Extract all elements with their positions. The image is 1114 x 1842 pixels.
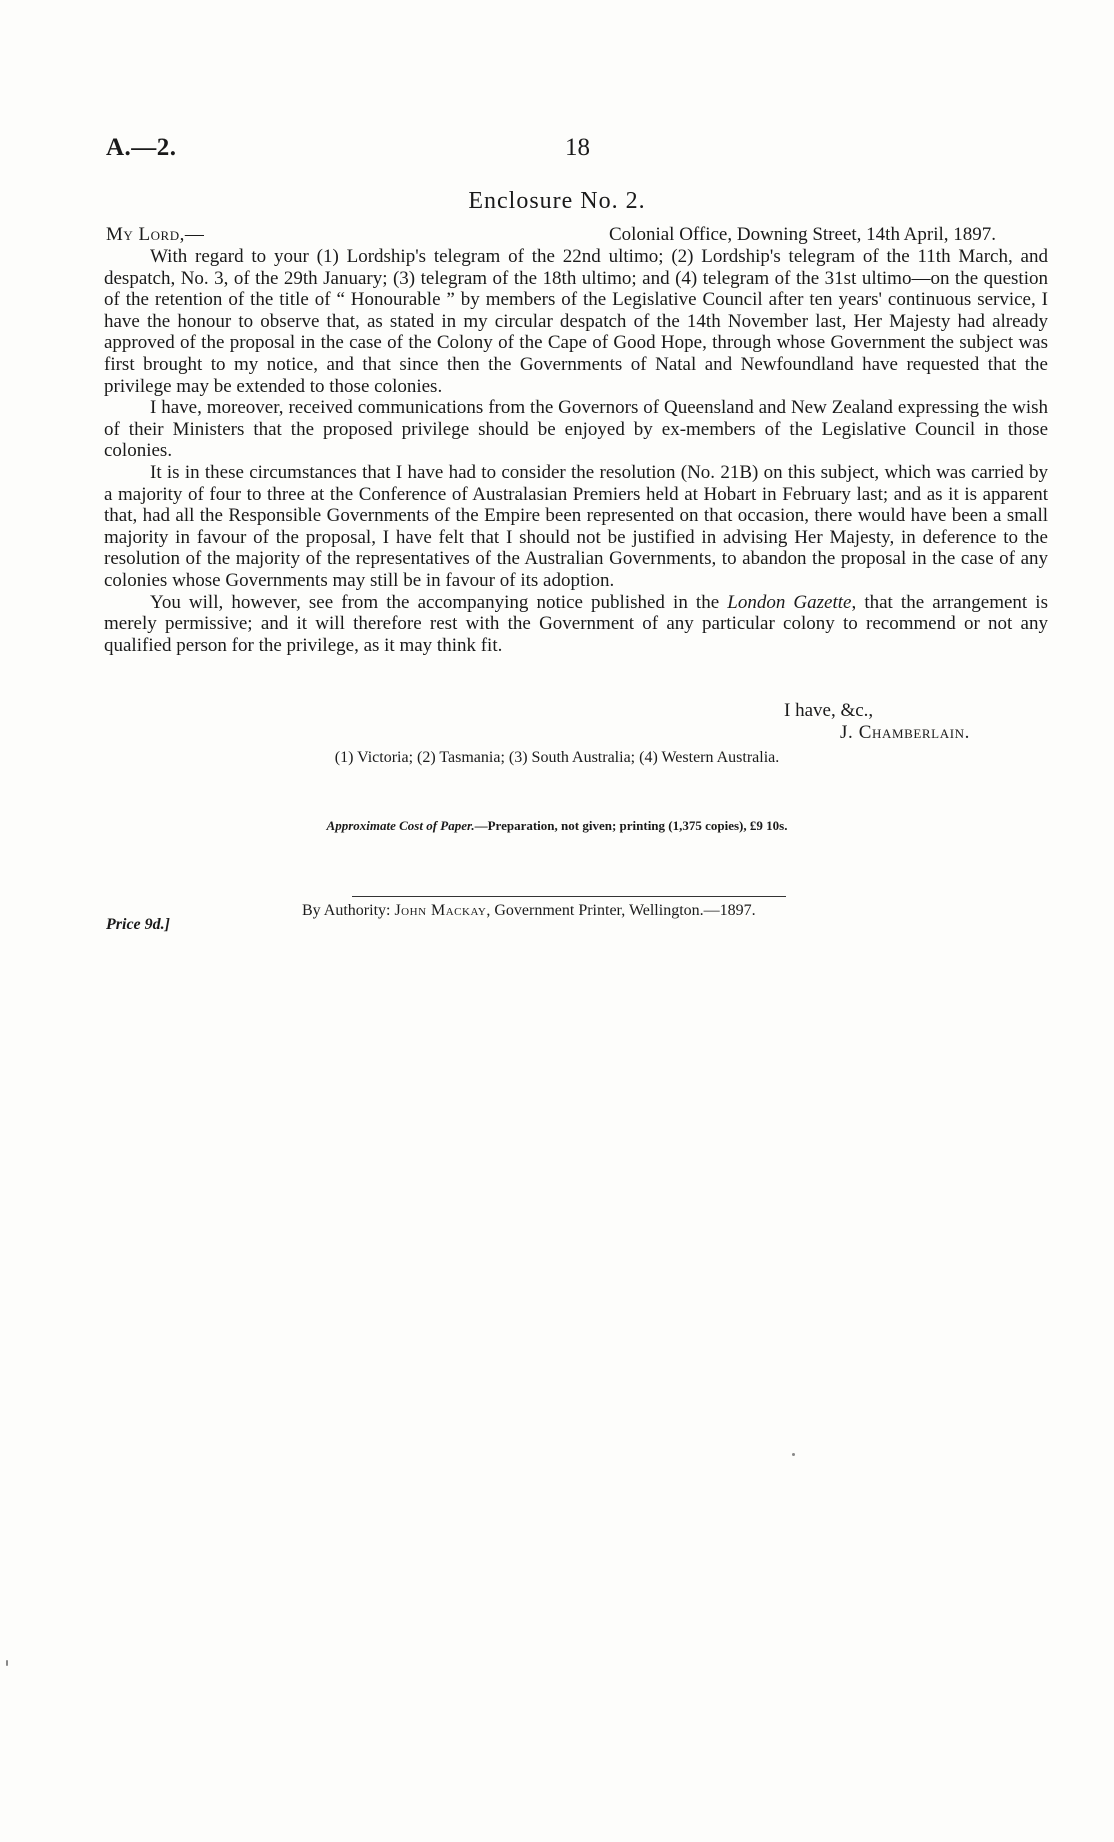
divider-rule <box>352 896 786 897</box>
authority-prefix: By Authority: <box>302 902 395 919</box>
dateline: Colonial Office, Downing Street, 14th April, 1897. <box>609 224 996 245</box>
paragraph-4-start: You will, however, see from the accompanying notice published in the <box>150 591 728 613</box>
closing: I have, &c., <box>784 700 874 721</box>
authority-suffix: , Government Printer, Wellington.—1897. <box>486 902 756 919</box>
page-number: 18 <box>565 134 590 161</box>
salutation: My Lord,— <box>106 224 205 245</box>
letter-body <box>104 246 1048 656</box>
paragraph-3: It is in these circumstances that I have had to consider the resolution (No. 21B) on this subject, which was carried by a majority of four to three at the Conference of Australasian Premiers held at Hobart in February last; and as it is apparent that, had all the Responsible Governments of the Empire been represented on that occasion, there would have been a small majority in favour of the proposal, I have felt that I should not be justified in advising Her Majesty, in deference to the resolution of the majority of the representatives of the Australian Governments, to abandon the proposal in the case of any colonies whose Governments may still be in favour of its adoption. <box>104 461 1048 591</box>
footnote: (1) Victoria; (2) Tasmania; (3) South Australia; (4) Western Australia. <box>334 749 780 766</box>
enclosure-title: Enclosure No. 2. <box>468 188 646 214</box>
scan-speck <box>6 1660 8 1666</box>
paragraph-4-end: , that the arrangement is merely permissive; and it will therefore rest with the Government of any particular colony to recommend or not any qualified person for the privilege, as it may think fit. <box>104 591 1048 656</box>
scan-speck <box>792 1453 795 1456</box>
paragraph-2: I have, moreover, received communications from the Governors of Queensland and New Zealand expressing the wish of their Ministers that the proposed privilege should be enjoyed by ex-members of the Legislative Council in those colonies. <box>104 397 1048 462</box>
authority-line <box>302 902 756 920</box>
price: Price 9d.] <box>106 916 170 933</box>
paragraph-4 <box>104 592 1048 657</box>
printer-name: John Mackay <box>394 902 487 919</box>
paragraph-1: With regard to your (1) Lordship's telegram of the 22nd ultimo; (2) Lordship's telegram of the 11th March, and despatch, No. 3, of the 29th January; (3) telegram of the 18th ultimo; and (4) telegram of the 31st ultimo—on the question of the retention of the title of “ Honourable ” by members of the Legislative Council after ten years' continuous service, I have the honour to observe that, as stated in my circular despatch of the 14th November last, Her Majesty had already approved of the proposal in the case of the Colony of the Cape of Good Hope, through whose Government the subject was first brought to my notice, and that since then the Governments of Natal and Newfoundland have requested that the privilege may be extended to those colonies. <box>104 246 1048 397</box>
signature: J. Chamberlain. <box>840 722 970 743</box>
cost-label: Approximate Cost of Paper. <box>326 818 475 833</box>
cost-text: —Preparation, not given; printing (1,375 copies), £9 10s. <box>474 818 788 833</box>
cost-line <box>0 818 1114 834</box>
salutation-line <box>106 224 1004 246</box>
paper-reference: A.—2. <box>106 134 177 161</box>
gazette-title: London Gazette <box>727 591 852 613</box>
